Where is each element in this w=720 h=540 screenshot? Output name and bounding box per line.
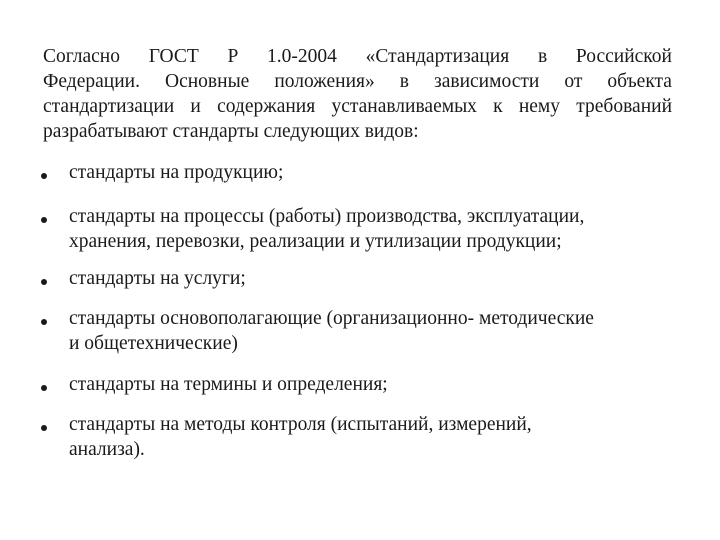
intro-word: и: [190, 96, 201, 117]
intro-word: нему: [518, 96, 561, 117]
list-item-text: стандарты на методы контроля (испытаний, измерений,: [69, 414, 532, 435]
intro-word: в: [537, 46, 548, 67]
intro-word: Р: [227, 46, 239, 67]
intro-word: Федерации.: [43, 71, 140, 92]
bullet-icon: [41, 279, 47, 285]
intro-word: требований: [576, 96, 672, 117]
bullet-icon: [41, 385, 47, 391]
list-item-text: хранения, перевозки, реализации и утилизации продукции;: [69, 231, 562, 252]
list-item-text: стандарты на процессы (работы) производства, эксплуатации,: [69, 206, 585, 227]
intro-word: стандартизации: [43, 96, 175, 117]
bullet-icon: [41, 173, 47, 179]
intro-word: в: [399, 71, 409, 92]
intro-word: зависимости: [434, 71, 540, 92]
list-item-text: анализа).: [69, 439, 145, 460]
list-item-text: стандарты на услуги;: [69, 268, 246, 289]
bullet-icon: [41, 319, 47, 325]
intro-word: положения»: [274, 71, 375, 92]
intro-word: разрабатывают стандарты следующих видов:: [43, 121, 419, 142]
list-item-text: стандарты основополагающие (организационно- методические: [69, 308, 594, 329]
intro-word: 1.0-2004: [267, 46, 337, 67]
intro-word: содержания: [217, 96, 316, 117]
intro-word: «Стандартизация: [365, 46, 510, 67]
bullet-icon: [41, 217, 47, 223]
intro-word: устанавливаемых: [331, 96, 477, 117]
bullet-icon: [41, 425, 47, 431]
intro-word: Согласно: [43, 46, 120, 67]
list-item-text: стандарты на термины и определения;: [69, 374, 388, 395]
intro-word: к: [493, 96, 503, 117]
intro-word: объекта: [607, 71, 672, 92]
intro-word: Российской: [575, 46, 672, 67]
intro-word: от: [564, 71, 583, 92]
list-item-text: стандарты на продукцию;: [69, 162, 284, 183]
intro-word: Основные: [165, 71, 250, 92]
intro-word: ГОСТ: [148, 46, 199, 67]
list-item-text: и общетехнические): [69, 333, 238, 354]
